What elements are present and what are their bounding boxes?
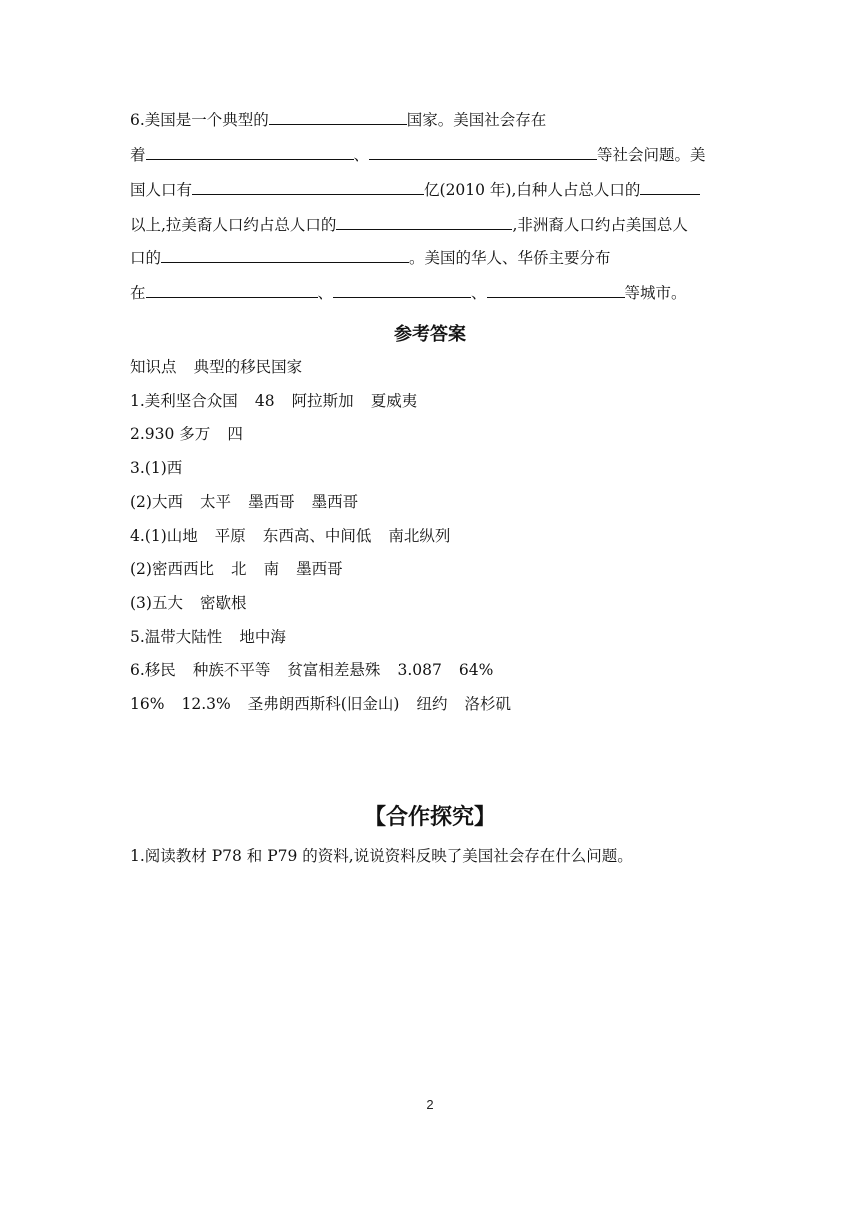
answer-item: 洛杉矶 (464, 695, 512, 713)
answer-item: 墨西哥 (311, 493, 359, 511)
answer-item: 南北纵列 (388, 527, 451, 545)
q6-line-5 (130, 248, 611, 268)
answer-item: 圣弗朗西斯科(旧金山) (247, 695, 400, 713)
answer-item: 种族不平等 (192, 661, 271, 679)
answer-item: (3)五大 (130, 594, 183, 612)
q6-text: 在 (130, 284, 146, 302)
q6-text: 6.美国是一个典型的 (130, 111, 269, 129)
answer-blank[interactable] (192, 180, 424, 195)
answer-line (130, 526, 450, 546)
q6-line-1 (130, 110, 546, 130)
answer-item: 6.移民 (130, 661, 176, 679)
answer-line (130, 593, 247, 613)
answer-item: 太平 (200, 493, 232, 511)
q6-text: 等城市。 (624, 284, 687, 302)
q6-text: 、 (353, 146, 370, 164)
answer-item: 密歇根 (200, 594, 247, 612)
q6-text: 着 (130, 146, 146, 164)
answer-blank[interactable] (146, 283, 318, 298)
answer-item: 阿拉斯加 (291, 392, 354, 410)
answer-item: 夏威夷 (370, 392, 418, 410)
answer-blank[interactable] (146, 145, 354, 160)
answer-item: 纽约 (416, 695, 448, 713)
answer-line (130, 391, 417, 411)
q6-text: 、 (317, 284, 334, 302)
answer-item: 墨西哥 (248, 493, 295, 511)
answer-item: 48 (254, 392, 275, 410)
q6-text: 国人口有 (130, 181, 193, 199)
answer-blank[interactable] (269, 110, 407, 125)
q6-line-4 (130, 215, 688, 235)
answer-item: 地中海 (239, 628, 286, 646)
answer-line (130, 559, 343, 579)
answer-item: 16% (130, 695, 165, 713)
answer-blank[interactable] (369, 145, 597, 160)
q6-text: 国家。美国社会存在 (406, 111, 547, 129)
answer-line (130, 424, 243, 444)
answers-title: 参考答案 (394, 324, 466, 345)
answer-line (130, 357, 302, 377)
answer-item: 四 (227, 425, 243, 443)
answer-blank[interactable] (487, 283, 625, 298)
cooperation-question-1: 1.阅读教材 P78 和 P79 的资料,说说资料反映了美国社会存在什么问题。 (130, 847, 633, 865)
answer-line (130, 694, 511, 714)
q6-text: 、 (471, 284, 487, 302)
q6-line-3 (130, 180, 700, 200)
answer-item: 4.(1)山地 (130, 527, 198, 545)
answer-item: 3.087 (397, 661, 442, 679)
q6-line-2 (130, 145, 706, 165)
answer-item: 贫富相差悬殊 (287, 661, 381, 679)
answer-line (130, 627, 286, 647)
q6-text: 以上,拉美裔人口约占总人口的 (130, 216, 337, 234)
q6-text: 。美国的华人、华侨主要分布 (409, 249, 611, 267)
answer-item: 2.930 多万 (130, 425, 211, 443)
answer-item: 3.(1)西 (130, 459, 183, 477)
answer-line (130, 660, 493, 680)
answer-line (130, 458, 182, 478)
answer-line (130, 492, 358, 512)
answer-item: 5.温带大陆性 (130, 628, 223, 646)
answer-blank[interactable] (640, 180, 700, 195)
q6-text: ,非洲裔人口约占美国总人 (512, 216, 688, 234)
answer-item: 南 (263, 560, 280, 578)
answer-blank[interactable] (333, 283, 471, 298)
answer-blank[interactable] (336, 215, 512, 230)
answer-item: 东西高、中间低 (262, 527, 372, 545)
q6-line-6 (130, 283, 687, 303)
answer-blank[interactable] (161, 248, 409, 263)
answer-item: 1.美利坚合众国 (130, 392, 238, 410)
answer-item: 12.3% (181, 695, 231, 713)
answer-item: (2)大西 (130, 493, 183, 511)
q6-text: 等社会问题。美 (597, 146, 706, 164)
answer-item: 64% (458, 661, 494, 679)
answer-item: 墨西哥 (296, 560, 343, 578)
answer-item: 知识点 (130, 358, 177, 376)
answer-item: 平原 (214, 527, 246, 545)
answer-item: (2)密西西比 (130, 560, 214, 578)
cooperation-title: 【合作探究】 (363, 805, 496, 830)
q6-text: 亿(2010 年),白种人占总人口的 (424, 181, 641, 199)
answer-item: 典型的移民国家 (193, 358, 303, 376)
answer-item: 北 (231, 560, 247, 578)
page-number: 2 (426, 1097, 434, 1112)
q6-text: 口的 (130, 249, 162, 267)
